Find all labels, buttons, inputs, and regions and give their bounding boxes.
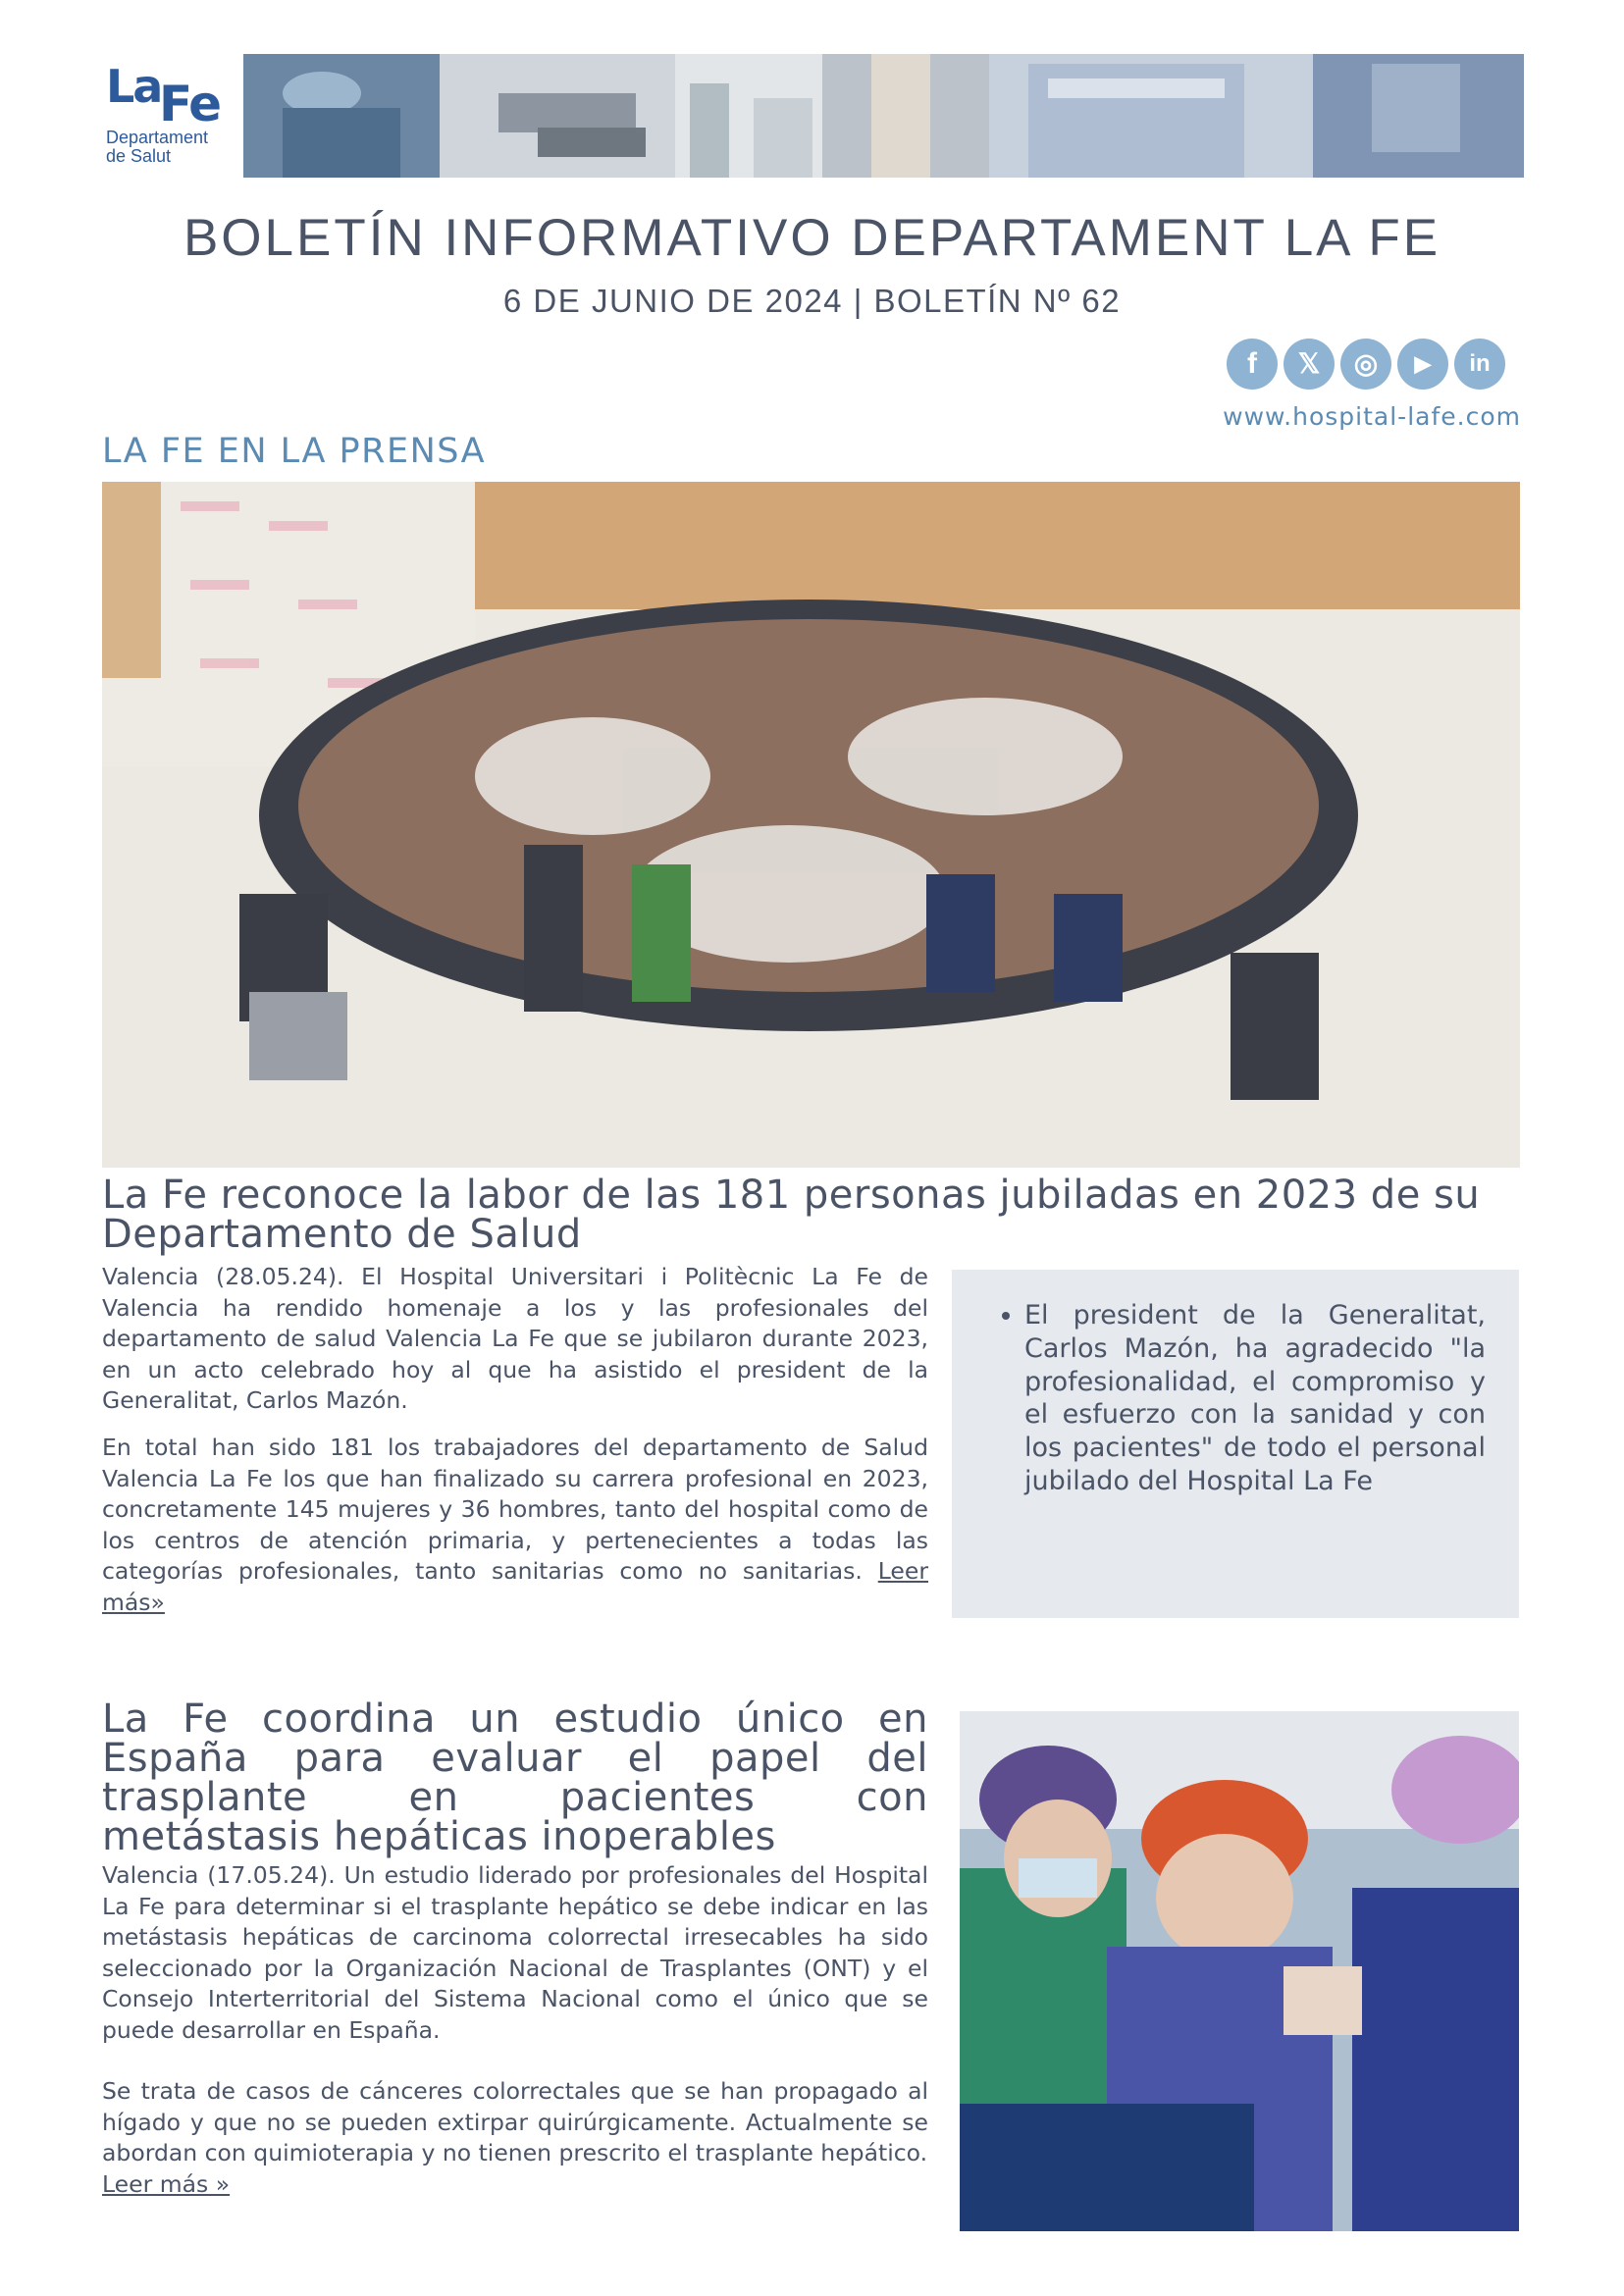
article2-headline-line1: La Fe coordina un estudio único en	[102, 1696, 928, 1742]
logo-la: La	[106, 60, 162, 113]
section-heading: LA FE EN LA PRENSA	[102, 432, 487, 471]
article2-paragraph2	[102, 2076, 928, 2200]
lafe-logo	[98, 54, 241, 178]
surgery-photo	[960, 1711, 1519, 2231]
logo-dept-line1: Departament	[106, 128, 209, 147]
article1-quote-box	[952, 1270, 1519, 1618]
newsletter-title: BOLETÍN INFORMATIVO DEPARTAMENT LA FE	[183, 209, 1441, 267]
header-banner-image	[243, 54, 1524, 178]
article2-headline-line3: trasplante en pacientes con	[102, 1775, 928, 1820]
article2-headline[interactable]	[102, 1696, 928, 1859]
facebook-icon[interactable]: f	[1227, 339, 1278, 390]
group-photo-illustration	[102, 482, 1520, 1168]
article2-headline-line2: España para evaluar el papel del	[102, 1736, 928, 1781]
group-photo	[102, 482, 1520, 1168]
article1-paragraph2	[102, 1433, 928, 1618]
article2-paragraph1: Valencia (17.05.24). Un estudio liderado por profesionales del Hospital La Fe para determinar si el trasplante hepático se debe indicar en las metástasis hepáticas de carcinoma colorrectal irresecables ha sido seleccionado por la Organización Nacional de Trasplantes (ONT) y el Consejo Interterritorial del Sistema Nacional como el único que se puede desarrollar en España.	[102, 1861, 928, 2044]
instagram-icon[interactable]: ◎	[1340, 339, 1391, 390]
article1-headline[interactable]: La Fe reconoce la labor de las 181 personas jubiladas en 2023 de su Departamento de Salud	[102, 1173, 1481, 1257]
article1-read-more-link[interactable]: Leer más»	[102, 1557, 928, 1616]
website-link[interactable]: www.hospital-lafe.com	[1223, 402, 1521, 431]
article2-paragraph2-text: Se trata de casos de cánceres colorrectales que se han propagado al hígado y que no se pueden extirpar quirúrgicamente. Actualmente se abordan con quimioterapia y no tienen prescrito el trasplante hepático.	[102, 2077, 928, 2166]
article1-paragraph2-text: En total han sido 181 los trabajadores del departamento de Salud Valencia La Fe los que han finalizado su carrera profesional en 2023, concretamente 145 mujeres y 36 hombres, tanto del hospital como de los centros de atención primaria, y pertenecientes a todas las categorías profesionales, tanto sanitarias como no sanitarias.	[102, 1434, 928, 1585]
logo-fe: Fe	[159, 76, 221, 132]
x-twitter-icon[interactable]: 𝕏	[1283, 339, 1335, 390]
article2-headline-line4: metástasis hepáticas inoperables	[102, 1814, 776, 1859]
article2-read-more-link[interactable]: Leer más »	[102, 2169, 231, 2198]
linkedin-icon[interactable]: in	[1454, 339, 1505, 390]
banner-collage	[243, 54, 1524, 178]
newsletter-date-number: 6 DE JUNIO DE 2024 | BOLETÍN Nº 62	[502, 283, 1122, 319]
article1-paragraph1: Valencia (28.05.24). El Hospital Universitari i Politècnic La Fe de Valencia ha rendido homenaje a los y las profesionales del departamento de salud Valencia La Fe que se jubilaron durante 2023, en un acto celebrado hoy al que ha asistido el president de la Generalitat, Carlos Mazón.	[102, 1263, 928, 1414]
article1-quote: • El president de la Generalitat, Carlos Mazón, ha agradecido "la profesionalidad, el compromiso y el esfuerzo con la sanidad y con los pacientes" de todo el personal jubilado del Hospital La Fe	[1024, 1299, 1486, 1498]
logo-department	[106, 129, 208, 166]
logo-dept-line2: de Salut	[106, 146, 172, 166]
surgery-photo-illustration	[960, 1711, 1519, 2231]
youtube-icon[interactable]: ▶	[1397, 339, 1448, 390]
